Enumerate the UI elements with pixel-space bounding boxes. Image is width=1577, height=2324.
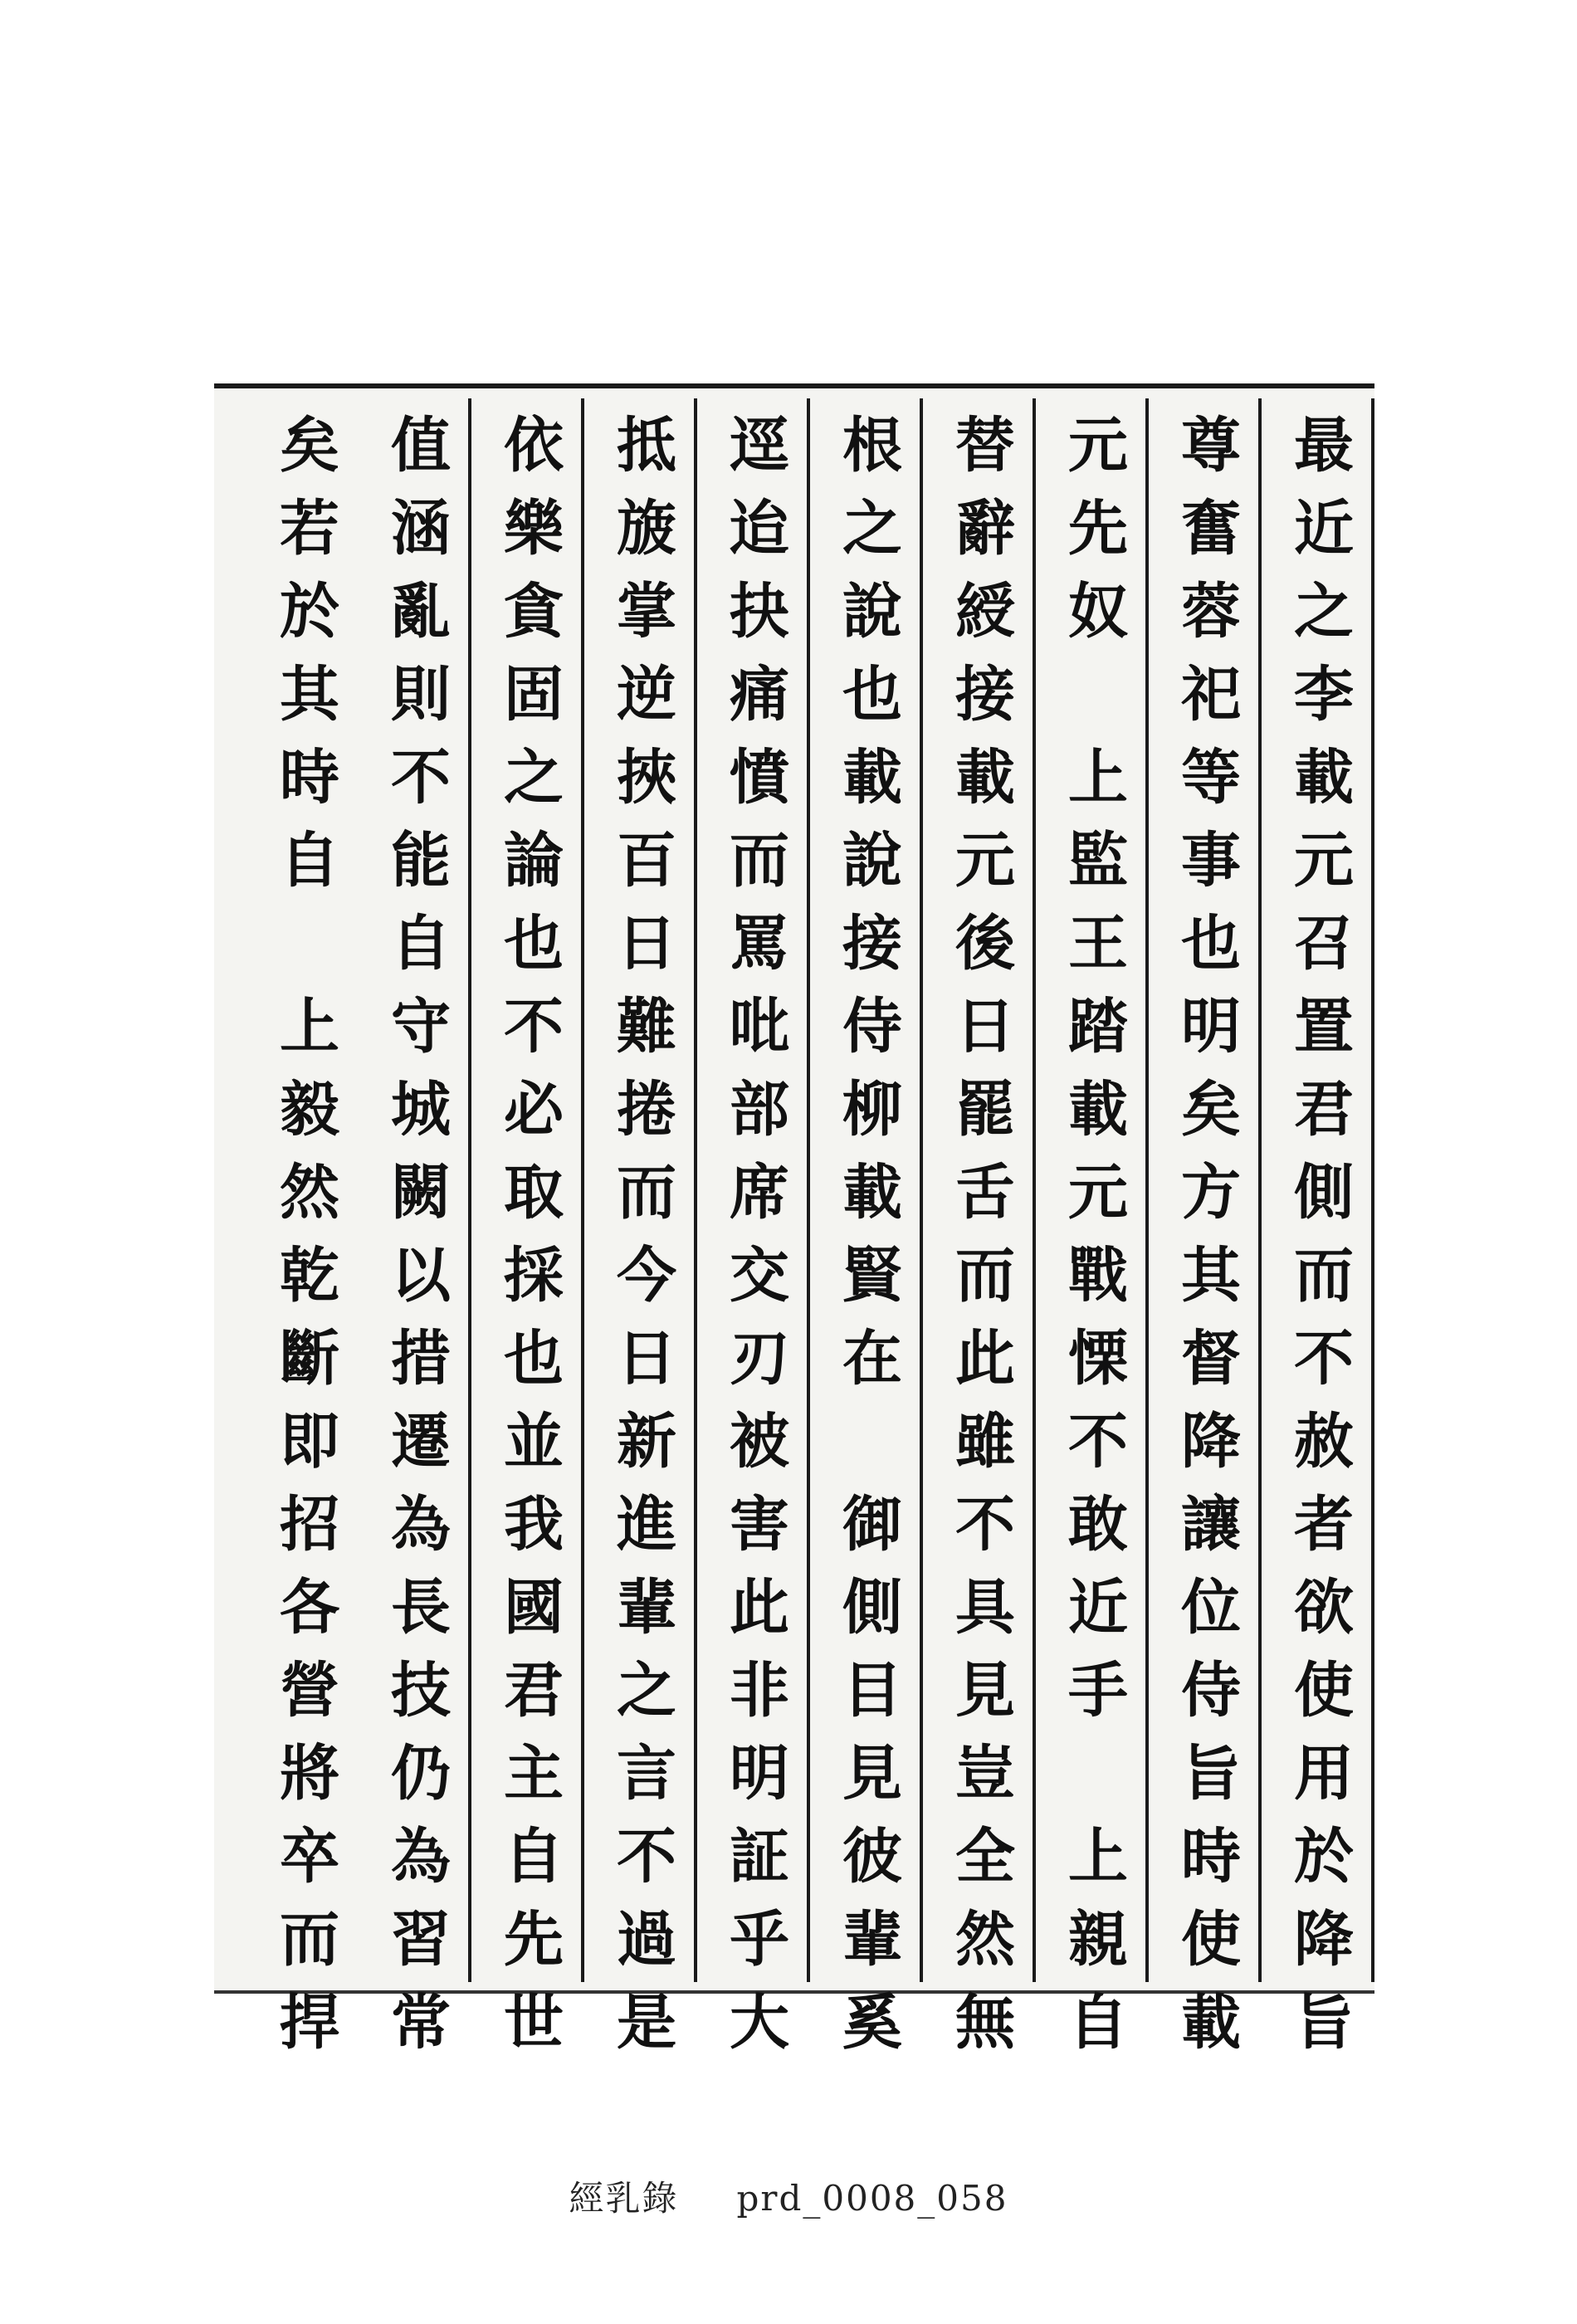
text-column-9: 值涵亂則不能自守城闕以措遷為長技仍為習常 (364, 398, 471, 1982)
footer-page-id: prd_0008_058 (736, 2178, 1008, 2219)
text-column-1: 最近之李載元召置君側而不赦者欲使用於降旨 (1267, 398, 1374, 1982)
text-column-2: 尊奮蓉祀等事也明矣方其督降讓位侍旨時使載 (1154, 398, 1262, 1982)
text-column-4: 替辭綬接載元後日罷舌而此雖不具見豈全然無 (928, 398, 1036, 1982)
text-column-10: 矣若於其時自 上毅然乾斷即招各營將卒而捍 (270, 413, 340, 2073)
text-column-7: 抵旇掌逆挾百日難捲而今日新進輩之言不過是 (589, 398, 697, 1982)
text-column-5: 根之說也載說接侍柳載賢在 御側目見彼輩奚 (815, 398, 923, 1982)
page-footer (0, 2171, 1577, 2221)
text-column-6: 逕迨抉痛憤而罵吡部席交刃被害此非明証乎大 (702, 398, 810, 1982)
footer-title: 經乳錄 (569, 2178, 679, 2219)
scanned-page (214, 383, 1374, 2073)
text-column-8: 依樂貪固之論也不必取採也並我國君主自先世 (476, 398, 584, 1982)
text-column-3: 元先奴 上監王踏載元戰慄不敢近手 上親自 (1041, 398, 1149, 1982)
